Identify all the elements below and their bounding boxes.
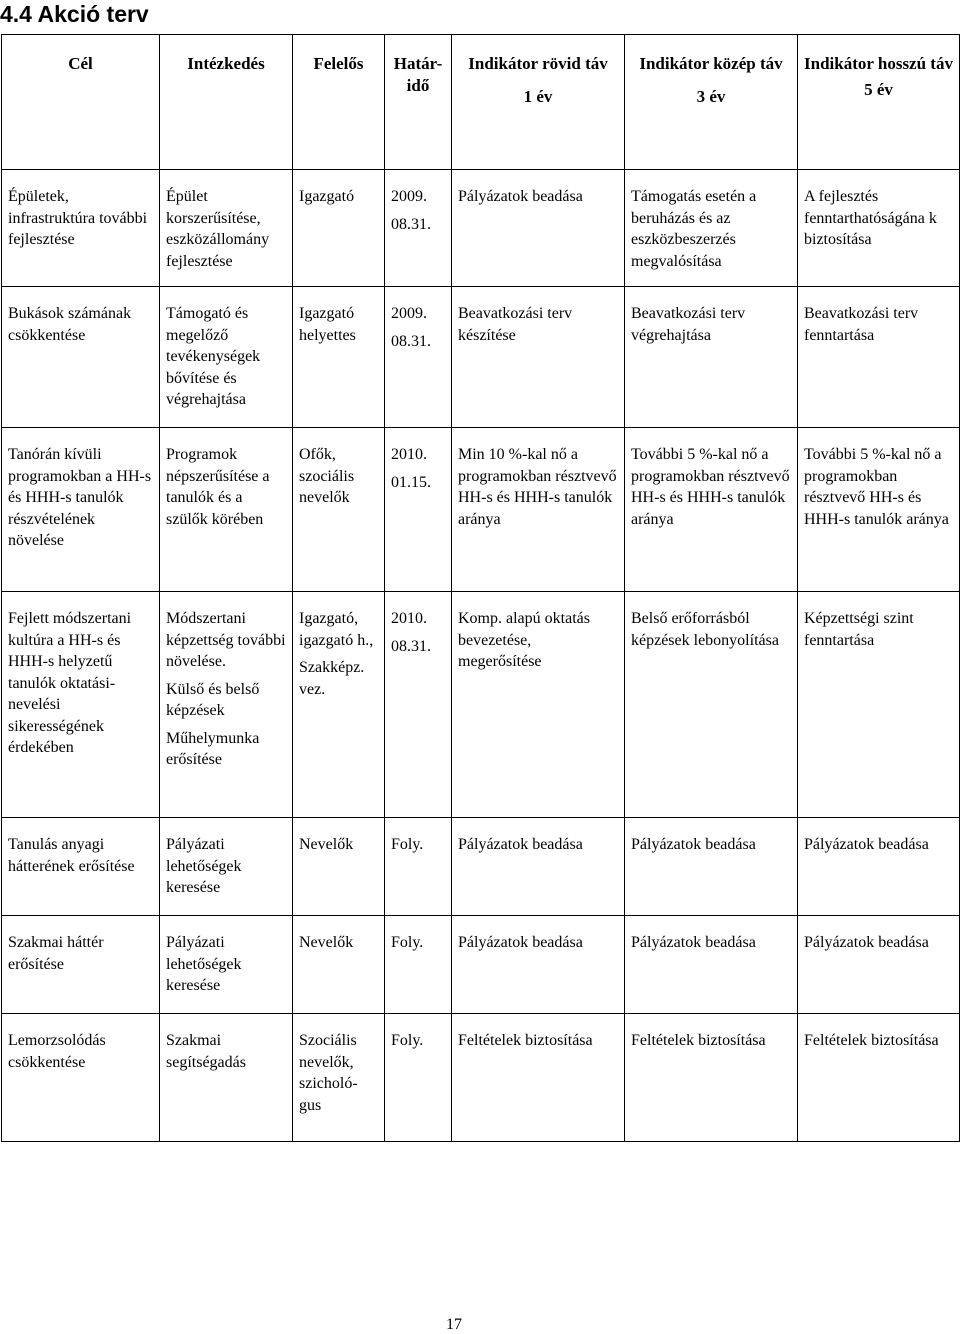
cell-responsible-text: Igazgató [299, 188, 355, 205]
cell-short-text: Beavatkozási terv készítése [458, 305, 573, 344]
cell-action-text: Külső és belső képzések [166, 680, 260, 719]
cell-long-text: Pályázatok beadása [804, 836, 929, 853]
cell-responsible-text: Nevelők [299, 934, 354, 951]
cell-long-text: Feltételek biztosítása [804, 1032, 939, 1049]
cell-short [452, 916, 625, 1014]
cell-deadline-text: 01.15. [391, 473, 431, 491]
cell-responsible [293, 287, 385, 428]
cell-mid-text: További 5 %-kal nő a programokban résztvevő HH-s és HHH-s tanulók aránya [631, 446, 790, 528]
cell-short [452, 592, 625, 818]
cell-action-text: Szakmai segítségadás [166, 1032, 246, 1071]
cell-short [452, 287, 625, 428]
cell-long [798, 170, 960, 287]
col-header-long-period: 5 év [864, 79, 893, 99]
col-header-short-period: 1 év [523, 86, 553, 106]
col-header-deadline-line2: idő [406, 75, 430, 95]
cell-goal-text: Fejlett módszertani kultúra a HH-s és HHH-s helyzetű tanulók oktatási-nevelési sikerességének érdekében [8, 610, 132, 756]
table-row [2, 287, 960, 428]
cell-long-text: Beavatkozási terv fenntartása [804, 305, 919, 344]
cell-short-text: Min 10 %-kal nő a programokban résztvevő HH-s és HHH-s tanulók aránya [458, 446, 617, 528]
cell-responsible-text: Igazgató, igazgató h., [299, 610, 374, 649]
cell-mid [625, 818, 798, 916]
cell-goal-text: Szakmai háttér erősítése [8, 934, 104, 973]
cell-mid [625, 592, 798, 818]
cell-long [798, 1014, 960, 1142]
cell-action-text: Pályázati lehetőségek keresése [166, 836, 242, 896]
table-header-row [2, 35, 960, 170]
cell-deadline [385, 287, 452, 428]
cell-responsible-text: Nevelők [299, 836, 354, 853]
cell-mid-text: Támogatás esetén a beruházás és az eszközbeszerzés megvalósítása [631, 188, 757, 270]
cell-action-text: Módszertani képzettség további növelése. [166, 610, 286, 670]
cell-short [452, 428, 625, 592]
cell-short-text: Feltételek biztosítása [458, 1032, 593, 1049]
page-number: 17 [446, 1316, 462, 1333]
cell-responsible [293, 428, 385, 592]
cell-mid-text: Feltételek biztosítása [631, 1032, 766, 1049]
col-header-deadline-line1: Határ- [393, 54, 443, 73]
table-row [2, 170, 960, 287]
cell-long [798, 916, 960, 1014]
cell-goal [2, 592, 160, 818]
cell-deadline [385, 1014, 452, 1142]
table-row [2, 1014, 960, 1142]
cell-deadline-text: Foly. [391, 934, 424, 951]
cell-goal-text: Tanulás anyagi hátterének erősítése [8, 836, 135, 875]
table-row [2, 592, 960, 818]
cell-mid [625, 916, 798, 1014]
cell-mid-text: Pályázatok beadása [631, 836, 756, 853]
cell-short [452, 1014, 625, 1142]
cell-responsible-text: Igazgató helyettes [299, 305, 356, 344]
cell-deadline-text: 2009. [391, 305, 427, 322]
col-header-mid-title: Indikátor közép táv [639, 54, 783, 73]
cell-goal-text: Tanórán kívüli programokban a HH-s és HHH-s tanulók részvételének növelése [8, 446, 152, 549]
cell-deadline-text: 2010. [391, 610, 427, 627]
cell-deadline-text: 2010. [391, 446, 427, 463]
cell-goal [2, 818, 160, 916]
cell-long-text: Képzettségi szint fenntartása [804, 610, 914, 649]
cell-action-text: Műhelymunka erősítése [166, 729, 260, 768]
cell-action-text: Épület korszerűsítése, eszközállomány fejlesztése [166, 188, 270, 270]
col-header-goal: Cél [2, 35, 160, 170]
cell-goal [2, 428, 160, 592]
cell-deadline-text: 08.31. [391, 215, 431, 233]
cell-action-text: Támogató és megelőző tevékenységek bővítése és végrehajtása [166, 305, 261, 408]
cell-goal [2, 916, 160, 1014]
cell-goal [2, 1014, 160, 1142]
cell-responsible [293, 818, 385, 916]
cell-mid [625, 287, 798, 428]
cell-goal-text: Lemorzsolódás csökkentése [8, 1032, 106, 1071]
col-header-action: Intézkedés [160, 35, 293, 170]
cell-goal-text: Bukások számának csökkentése [8, 305, 132, 344]
cell-responsible-text: Szakképz. vez. [299, 659, 365, 698]
cell-deadline-text: Foly. [391, 1032, 424, 1049]
cell-short-text: Komp. alapú oktatás bevezetése, megerősítése [458, 610, 590, 670]
section-heading: 4.4 Akció terv [0, 1, 149, 27]
col-header-responsible: Felelős [293, 35, 385, 170]
cell-deadline [385, 818, 452, 916]
cell-responsible [293, 1014, 385, 1142]
cell-responsible [293, 170, 385, 287]
cell-mid-text: Pályázatok beadása [631, 934, 756, 951]
col-header-long [798, 35, 960, 170]
cell-long [798, 592, 960, 818]
col-header-mid [625, 35, 798, 170]
cell-action [160, 592, 293, 818]
col-header-short-title: Indikátor rövid táv [468, 54, 608, 73]
cell-deadline-text: 2009. [391, 188, 427, 205]
cell-deadline [385, 916, 452, 1014]
cell-goal [2, 287, 160, 428]
cell-action [160, 1014, 293, 1142]
cell-responsible-text: Szociális nevelők, szicholó-gus [299, 1032, 358, 1114]
cell-long-text: További 5 %-kal nő a programokban résztvevő HH-s és HHH-s tanulók aránya [804, 446, 949, 528]
cell-mid-text: Belső erőforrásból képzések lebonyolítása [631, 610, 779, 649]
cell-mid-text: Beavatkozási terv végrehajtása [631, 305, 746, 344]
cell-responsible [293, 916, 385, 1014]
cell-long [798, 428, 960, 592]
col-header-long-title: Indikátor hosszú táv [804, 54, 953, 73]
table-row [2, 818, 960, 916]
col-header-short [452, 35, 625, 170]
cell-short [452, 170, 625, 287]
col-header-deadline [385, 35, 452, 170]
cell-mid [625, 428, 798, 592]
cell-action [160, 916, 293, 1014]
table-row [2, 428, 960, 592]
cell-action [160, 287, 293, 428]
cell-action-text: Pályázati lehetőségek keresése [166, 934, 242, 994]
cell-responsible [293, 592, 385, 818]
cell-short-text: Pályázatok beadása [458, 188, 583, 205]
table-body [2, 170, 960, 1142]
cell-deadline-text: 08.31. [391, 332, 431, 350]
cell-long [798, 287, 960, 428]
cell-long-text: Pályázatok beadása [804, 934, 929, 951]
cell-deadline [385, 428, 452, 592]
col-header-mid-period: 3 év [696, 86, 726, 106]
cell-short-text: Pályázatok beadása [458, 836, 583, 853]
cell-action [160, 818, 293, 916]
cell-deadline-text: 08.31. [391, 637, 431, 655]
cell-deadline-text: Foly. [391, 836, 424, 853]
cell-short [452, 818, 625, 916]
cell-long [798, 818, 960, 916]
cell-action-text: Programok népszerűsítése a tanulók és a szülők körében [166, 446, 270, 528]
cell-goal-text: Épületek, infrastruktúra további fejlesztése [8, 188, 148, 248]
cell-short-text: Pályázatok beadása [458, 934, 583, 951]
cell-deadline [385, 592, 452, 818]
action-plan-table [1, 34, 960, 1142]
cell-action [160, 428, 293, 592]
cell-mid [625, 170, 798, 287]
cell-responsible-text: Ofők, szociális nevelők [299, 446, 355, 506]
cell-long-text: A fejlesztés fenntarthatóságána k biztosítása [804, 188, 937, 248]
cell-goal [2, 170, 160, 287]
cell-mid [625, 1014, 798, 1142]
cell-action [160, 170, 293, 287]
cell-deadline [385, 170, 452, 287]
table-row [2, 916, 960, 1014]
